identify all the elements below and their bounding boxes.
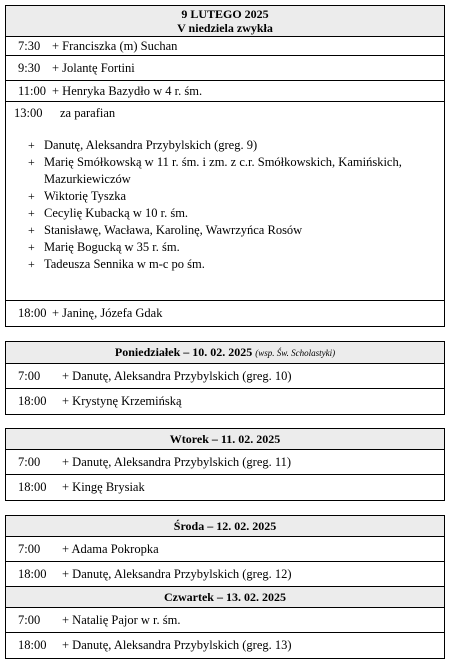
bullet: + bbox=[28, 257, 35, 271]
mass-time: 7:00 bbox=[18, 368, 41, 383]
mass-row bbox=[6, 633, 444, 658]
mass-time: 9:30 bbox=[18, 60, 41, 75]
wednesday-title: Środa – 12. 02. 2025 bbox=[173, 519, 277, 533]
mass-intention: + Danutę, Aleksandra Przybylskich (greg. 10) bbox=[62, 368, 292, 383]
mass-intention: + Jolantę Fortini bbox=[52, 60, 135, 75]
mass-row bbox=[6, 389, 444, 414]
wednesday-header bbox=[6, 516, 444, 537]
sunday-table bbox=[5, 5, 445, 327]
mass-row bbox=[6, 450, 444, 475]
sunday-date: 9 LUTEGO 2025 bbox=[181, 7, 269, 21]
monday-title: Poniedziałek – 10. 02. 2025 bbox=[114, 345, 253, 359]
parish-mass-row bbox=[6, 102, 444, 301]
tuesday-table bbox=[5, 428, 445, 501]
mass-intention: + Adama Pokropka bbox=[62, 541, 159, 556]
mass-time: 7:00 bbox=[18, 612, 41, 627]
monday-header bbox=[6, 342, 444, 364]
list-item: + Stanisławę, Wacława, Karolinę, Wawrzyńca Rosów bbox=[28, 223, 303, 237]
list-item: + Wiktorię Tyszka bbox=[28, 189, 127, 203]
mass-time: 7:00 bbox=[18, 541, 41, 556]
mass-row bbox=[6, 56, 444, 81]
sunday-name: V niedziela zwykła bbox=[177, 21, 273, 35]
bullet: + bbox=[28, 138, 35, 152]
bullet: + bbox=[28, 206, 35, 220]
list-item-continuation: Mazurkiewiczów bbox=[44, 172, 131, 186]
mass-row bbox=[6, 537, 444, 562]
bullet: + bbox=[28, 223, 35, 237]
mass-row bbox=[6, 608, 444, 633]
sunday-header bbox=[6, 6, 444, 37]
list-item: + Tadeusza Sennika w m-c po śm. bbox=[28, 257, 205, 271]
mass-time: 18:00 bbox=[18, 638, 47, 652]
thursday-title: Czwartek – 13. 02. 2025 bbox=[164, 590, 286, 604]
tuesday-title: Wtorek – 11. 02. 2025 bbox=[169, 432, 281, 446]
mass-intention: + Krystynę Krzemińską bbox=[62, 394, 182, 408]
bullet: + bbox=[28, 155, 35, 169]
mass-time: 7:30 bbox=[18, 38, 41, 53]
mass-intention: + Danutę, Aleksandra Przybylskich (greg. 13) bbox=[62, 638, 292, 652]
mass-time: 18:00 bbox=[18, 480, 47, 494]
mass-time: 18:00 bbox=[18, 306, 47, 320]
tuesday-header bbox=[6, 429, 444, 450]
mass-intention: + Natalię Pajor w r. śm. bbox=[62, 612, 181, 627]
mass-row bbox=[6, 364, 444, 389]
list-item: + Cecylię Kubacką w 10 r. śm. bbox=[28, 206, 189, 220]
mass-time: 11:00 bbox=[18, 83, 47, 98]
monday-table bbox=[5, 341, 445, 415]
mass-row bbox=[6, 37, 444, 56]
mass-row bbox=[6, 301, 444, 326]
list-item: + Marię Bogucką w 35 r. śm. bbox=[28, 240, 180, 254]
mass-intention: + Janinę, Józefa Gdak bbox=[52, 306, 163, 320]
mass-intention: + Danutę, Aleksandra Przybylskich (greg. 11) bbox=[62, 454, 292, 469]
mass-time: 18:00 bbox=[18, 394, 47, 408]
mass-row bbox=[6, 562, 444, 587]
mass-row bbox=[6, 475, 444, 500]
wednesday-thursday-table bbox=[5, 515, 445, 659]
list-item: + Marię Smółkowską w 11 r. śm. i zm. z c.r. Smółkowskich, Kamińskich, bbox=[28, 155, 402, 169]
parish-title: za parafian bbox=[60, 106, 116, 120]
bullet: + bbox=[28, 240, 35, 254]
bullet: + bbox=[28, 189, 35, 203]
mass-intention: + Franciszka (m) Suchan bbox=[52, 38, 178, 53]
list-item: + Danutę, Aleksandra Przybylskich (greg. 9) bbox=[28, 138, 258, 152]
intention-list bbox=[6, 137, 444, 273]
mass-time: 13:00 bbox=[14, 106, 43, 120]
mass-time: 18:00 bbox=[18, 566, 47, 581]
thursday-header bbox=[6, 587, 444, 608]
monday-note: (wsp. Św. Scholastyki) bbox=[255, 348, 336, 358]
mass-time: 7:00 bbox=[18, 454, 41, 469]
mass-row bbox=[6, 81, 444, 102]
mass-intention: + Henryka Bazydło w 4 r. śm. bbox=[52, 83, 203, 98]
mass-intention: + Kingę Brysiak bbox=[62, 480, 145, 494]
mass-intention: + Danutę, Aleksandra Przybylskich (greg. 12) bbox=[62, 566, 292, 581]
